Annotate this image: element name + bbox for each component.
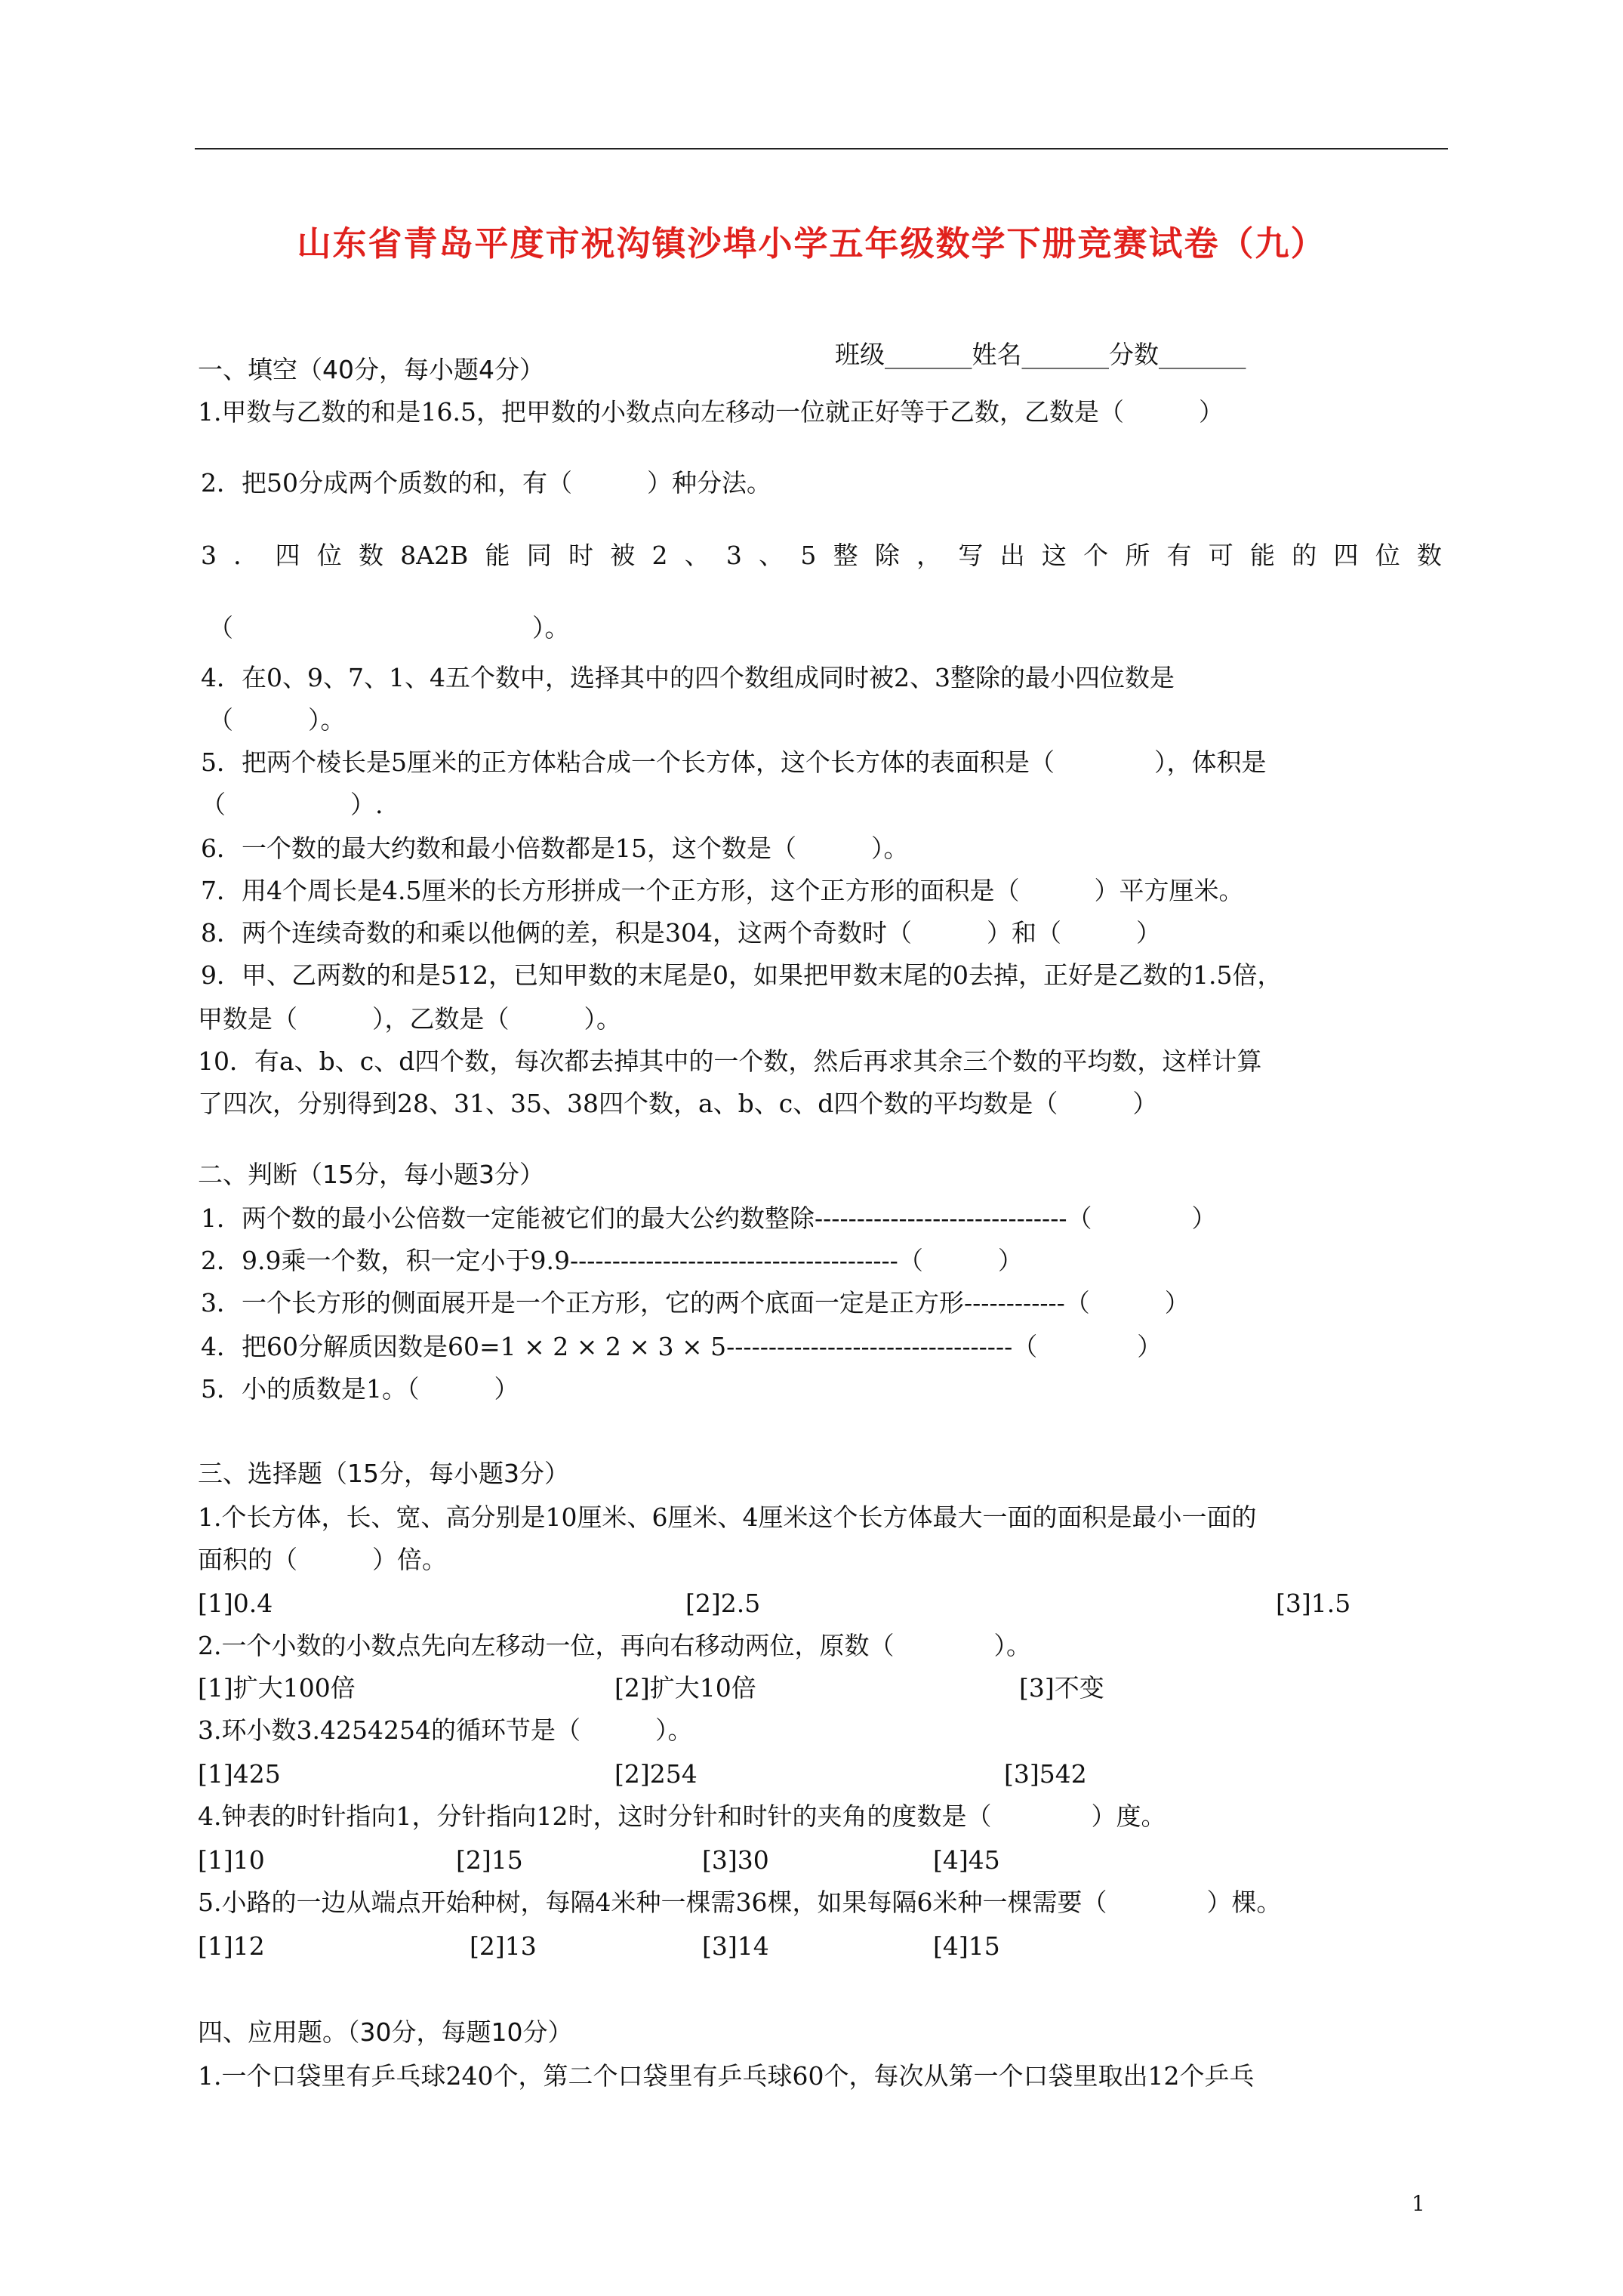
- header-fields: 班级_______姓名_______分数_______: [835, 340, 1246, 369]
- s1-line-9: 6．一个数的最大约数和最小倍数都是15，这个数是（ ）。: [201, 834, 909, 863]
- s1-line-8: （ ）.: [201, 790, 383, 819]
- s3-q1-opt2: [2]2.5: [685, 1589, 761, 1618]
- s1-line-3: 3．四位数8A2B能同时被2、3、5整除，写出这个所有可能的四位数: [201, 541, 1442, 570]
- s3-q5-opt2: [2]13: [470, 1931, 537, 1961]
- s3-q5-opt1: [1]12: [198, 1931, 265, 1961]
- exam-title: 山东省青岛平度市祝沟镇沙埠小学五年级数学下册竞赛试卷（九）: [297, 223, 1326, 264]
- s1-line-10: 7．用4个周长是4.5厘米的长方形拼成一个正方形，这个正方形的面积是（ ）平方厘米。: [201, 876, 1244, 905]
- s1-line-12: 9．甲、乙两数的和是512，已知甲数的末尾是0，如果把甲数末尾的0去掉，正好是乙数的1.5倍，: [201, 960, 1283, 990]
- s3-q5-opt3: [3]14: [702, 1931, 769, 1961]
- s2-line-3: 3．一个长方形的侧面展开是一个正方形，它的两个底面一定是正方形------------（ ）: [201, 1288, 1190, 1318]
- s3-q2-opt3: [3]不变: [1019, 1673, 1104, 1703]
- s1-line-11: 8．两个连续奇数的和乘以他俩的差，积是304，这两个奇数时（ ）和（ ）: [201, 918, 1161, 948]
- s3-q3-opt1: [1]425: [198, 1759, 281, 1789]
- s1-line-6: （ ）。: [208, 705, 346, 735]
- s3-q2-opt1: [1]扩大100倍: [198, 1673, 356, 1703]
- s2-line-2: 2．9.9乘一个数，积一定小于9.9---------------------------------------（ ）: [201, 1246, 1023, 1275]
- s3-q2-opt2: [2]扩大10倍: [614, 1673, 756, 1703]
- top-rule: [195, 148, 1448, 149]
- s1-line-4: （ ）。: [208, 613, 570, 643]
- s3-q3-opt3: [3]542: [1004, 1759, 1087, 1789]
- s3-q2: 2.一个小数的小数点先向左移动一位，再向右移动两位，原数（ ）。: [198, 1631, 1031, 1660]
- s1-line-14: 10．有a、b、c、d四个数，每次都去掉其中的一个数，然后再求其余三个数的平均数，这样计算: [198, 1046, 1262, 1076]
- page-number: 1: [1412, 2191, 1425, 2216]
- s3-q5-opt4: [4]15: [933, 1931, 1000, 1961]
- section3-heading: 三、选择题（15分，每小题3分）: [198, 1459, 569, 1488]
- s1-line-2: 2．把50分成两个质数的和，有（ ）种分法。: [201, 468, 771, 498]
- s1-line-7: 5．把两个棱长是5厘米的正方体粘合成一个长方体，这个长方体的表面积是（ ），体积是: [201, 747, 1267, 777]
- s3-q4: 4.钟表的时针指向1，分针指向12时，这时分针和时针的夹角的度数是（ ）度。: [198, 1801, 1166, 1831]
- s1-line-1: 1.甲数与乙数的和是16.5，把甲数的小数点向左移动一位就正好等于乙数，乙数是（ ）: [198, 397, 1224, 427]
- s3-q4-opt4: [4]45: [933, 1845, 1000, 1875]
- s3-q1-opt1: [1]0.4: [198, 1589, 273, 1618]
- s2-line-1: 1．两个数的最小公倍数一定能被它们的最大公约数整除------------------------------（ ）: [201, 1203, 1217, 1233]
- s2-line-4: 4．把60分解质因数是60=1 × 2 × 2 × 3 × 5----------------------------------（ ）: [201, 1332, 1163, 1361]
- section2-heading: 二、判断（15分，每小题3分）: [198, 1160, 544, 1189]
- s3-q1-line1: 1.个长方体，长、宽、高分别是10厘米、6厘米、4厘米这个长方体最大一面的面积是最小一面的: [198, 1502, 1257, 1532]
- s1-line-13: 甲数是（ ），乙数是（ ）。: [198, 1004, 621, 1034]
- s1-line-5: 4．在0、9、7、1、4五个数中，选择其中的四个数组成同时被2、3整除的最小四位数是: [201, 663, 1175, 692]
- s3-q4-opt2: [2]15: [456, 1845, 523, 1875]
- s2-line-5: 5．小的质数是1。（ ）: [201, 1374, 519, 1404]
- s3-q1-line2: 面积的（ ）倍。: [198, 1545, 447, 1574]
- section1-heading: 一、填空（40分，每小题4分）: [198, 355, 544, 384]
- section4-heading: 四、应用题。（30分，每题10分）: [198, 2017, 573, 2047]
- s3-q3: 3.环小数3.4254254的循环节是（ ）。: [198, 1715, 693, 1745]
- s3-q5: 5.小路的一边从端点开始种树，每隔4米种一棵需36棵，如果每隔6米种一棵需要（ ）棵。: [198, 1888, 1282, 1917]
- s3-q4-opt3: [3]30: [702, 1845, 769, 1875]
- s1-line-15: 了四次，分别得到28、31、35、38四个数，a、b、c、d四个数的平均数是（ ）: [198, 1089, 1158, 1118]
- s3-q4-opt1: [1]10: [198, 1845, 265, 1875]
- s3-q1-opt3: [3]1.5: [1276, 1589, 1351, 1618]
- s3-q3-opt2: [2]254: [614, 1759, 698, 1789]
- s4-q1: 1.一个口袋里有乒乓球240个，第二个口袋里有乒乓球60个，每次从第一个口袋里取出12个乒乓: [198, 2061, 1255, 2091]
